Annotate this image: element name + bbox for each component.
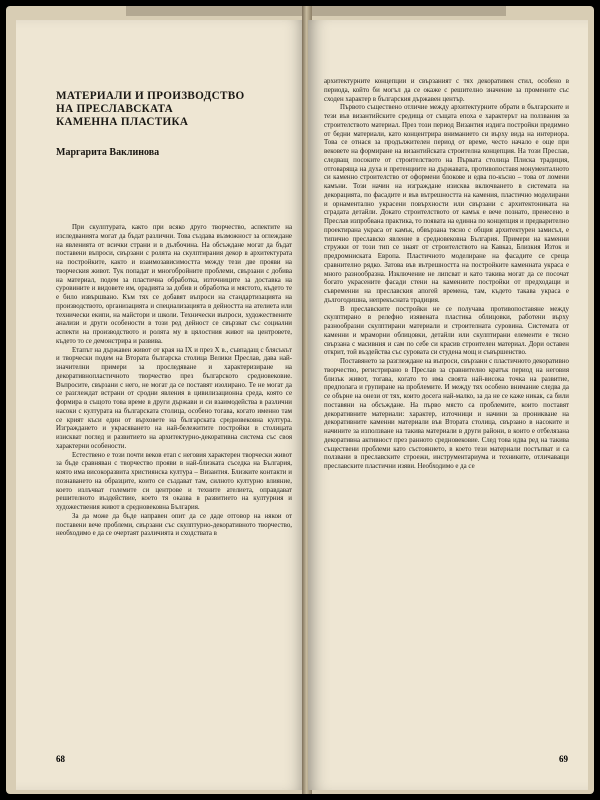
open-book xyxy=(6,6,594,794)
left-page xyxy=(16,20,306,790)
paragraph: В преславските постройки не се получава противопоставяне между скулптирано в релефно изявената пластика облицовки, работени върху разнообразни скулптирани материали и строителната суровина. Системата от каменни и мраморни облицовки, детайли или скулптирани елементи е тясно свързана с масивния и сам по себе си красив строителен материал. Дори оставен открит, той въздейства със суровата си студена мощ и съвършенство. xyxy=(324,305,569,357)
paragraph: Етапът на държавен живот от края на IX и през X в., съвпадащ с блясъкът и творчески подем на Втората българска столица Велики Преслав, дава най-значителни примери за проследяване и характеризиране на декоративнопластичното творчество през българското средновековие. Въпросите, свързани с него, не могат да се поставят изолирано. Те не могат да се разглеждат встрани от сродни явления в цивилизационна среда, която се формира в същото това време в други държави и си взаимодейства в различни насоки с културата на българската столица, особено тогава, когато именно там се крият къси един от върховете на българската средновековна култура. Изграждането и украсяването на най-бележитите постройки в столицата изискват поглед и развитието на архитектурно-декоративна система със своя характерни особености. xyxy=(56,346,292,450)
left-page-content xyxy=(56,78,292,539)
right-page xyxy=(308,20,588,790)
right-body-text xyxy=(324,78,569,472)
article-title xyxy=(56,90,292,129)
paragraph: Поставянето за разглеждане на въпроси, свързани с пластичното декоративно творчество, регистрирано в Преслав за сравнително кратък период на неговия близък живот, тогава, когато то има своята най-висока точка на развитие, предполага и групиране на проблемите. И между тях особено внимание следва да се обърне на онези от тях, които досега най-малко, за да не се каже никак, са били поставяни на обсъждане. На първо място са проблемите, които поставят декоративните материали: характер, източници и начини за проникване на декоративните каменни материали във Втората столица, свързано в насоките и начините за използване на такива материали в други райони, в които е отбелязана декоративна активност през ранното средновековие. След това идва ред на такива съществени проблеми като състоянието, в което тези материали постъпват и са ползвани в преславските строежи, инструментариума и техниките, отличаващи преславските пластични изяви. Необходимо е да се xyxy=(324,358,569,470)
paragraph: архитектурните концепции и свързаният с тях декоративен стил, особено в периода, който би могъл да се окаже с решително значение за промените със сходен характер в българския държавен център. xyxy=(324,78,569,103)
paragraph: За да може да бъде направен опит да се даде отговор на някои от поставени вече проблеми, свързани със скулптурно-декоративното творчество, необходимо е да се очертаят различията и сходствата в xyxy=(56,512,292,538)
title-line-3: КАМЕННА ПЛАСТИКА xyxy=(56,116,189,128)
paragraph: При скулптурата, както при всяко друго творчество, аспектите на изследванията могат да бъдат различни. Това създава възможност за оглеждане на явленията от всички страни и в дълбочина. На обсъждане могат да бъдат поставени въпроси, свързани с ролята на скулптирания декор в архитектурата на постройките, както и взаимозависимостта между тези две прояви на творческия живот. Тук попадат и многобройните проблеми, свързани с добива на материал, подем за пластична обработка, източниците за доставка на суровините и видовете им, орадията за добив и обработка и мястото, където те е било извършвано. Към тях се добавят въпроси на стандартизацията на производството, организацията и специализацията в дейността на ателиета или технически екипи, на майстори и школи. Технически въпроси, художествените анализи и други особености в този ред дейност се свързват със социални аспекти на производството и ролята му в цялостния живот на центровете, където то се демонстрира и развива. xyxy=(56,224,292,345)
page-number-right: 69 xyxy=(559,754,568,764)
paragraph: Първото съществено отличие между архитектурните обрати в българските и тези във византийските средища от същата епоха е характерът на ползвания за строителството материал. През този период Византия издига постройки предимно от бедни материали, като концентрира вниманието си върху вида на интериора. Това се отнася за продължителен период от време, често начало е още при вековете на формиране на византийската строителна концепция. На този Преслав, следващ посоките от строителството на Първата столица Плиска традиция, отговаряща на духа и претенциите на държавата, противопоставя монументалното си каменно строителство от оформени блокове и едва по-късно – това от ломени камъни. Този начин на изграждане изисква включването в системата на декорацията, по фасадите и във вътрешността на камения, пластично моделирани и орнаментално украсени повърхности или свързани с архитектониката на сградата детайли. Докато строителството от камък е вече познато, пренесено в Преслав изпробвана практика, то появата на единна по концепция и предварително проектирана украса от камък, обвързана тясно с общия архитектурен замисъл, е типично преславско явление в средновековна България. Примери на каменни стружки от този тип се знаят от строителството на Кавказ, Близкия Изток и предромниската Европа. Пластичното моделиране на фасадите се среща сравнително рядко. Затова във вътрешността на постройките каменната украса е много разнообразна. Изключение не липсват и като такива могат да се посочат богато украсените фасади стени на каменните постройки от предходащи и съвременни на преславския апогей времена, там, където такава украса е дългогодишна, непрекъсната традиция. xyxy=(324,104,569,304)
paragraph: Естествено е този почти веков етап с неговия характерен творчески живот за бъде сравняван с творчество прояви в най-близката съседка на България, която има високоразвита християнска култура – Византия. Близките контакти и познаването на образците, които се създават там, силното културно влияние, което излъчват големите си центрове и техните ателиета, оправдават решителното въздействие, което тя оказва в развитието на културния и художествения живот в средновековна България. xyxy=(56,451,292,511)
left-body-text xyxy=(56,224,292,539)
book-cover-edge xyxy=(126,6,506,16)
title-line-1: МАТЕРИАЛИ И ПРОИЗВОДСТВО xyxy=(56,90,245,102)
right-page-content xyxy=(324,78,569,472)
article-author: Маргарита Ваклинова xyxy=(56,147,160,158)
page-number-left: 68 xyxy=(56,754,65,764)
title-line-2: НА ПРЕСЛАВСКАТА xyxy=(56,103,174,115)
